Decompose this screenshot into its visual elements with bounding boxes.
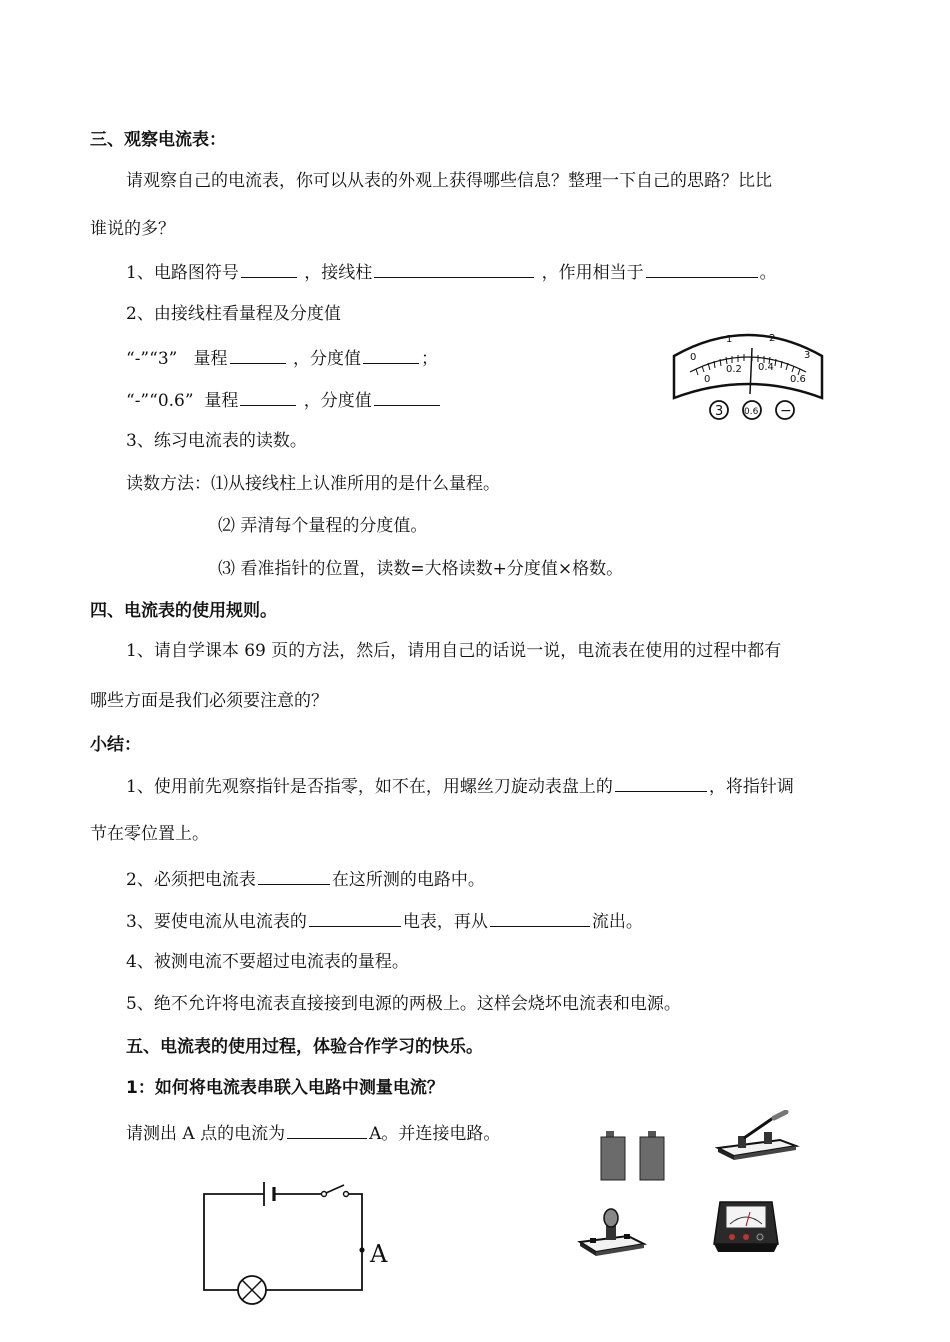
- upper-scale-2: 2: [769, 333, 776, 344]
- summary-item-1-cont: 节在零位置上。: [90, 824, 209, 844]
- reading-method-3: ⑶ 看准指针的位置，读数=大格读数+分度值×格数。: [218, 559, 624, 579]
- range-3-end: ；: [420, 349, 438, 369]
- upper-scale-1: 1: [726, 334, 733, 345]
- reading-method-1: 读数方法：⑴从接线柱上认准所用的是什么量程。: [126, 474, 500, 494]
- knife-switch-picture: [714, 1110, 800, 1162]
- blank-terminal[interactable]: [374, 259, 534, 278]
- ammeter-dial-figure: [666, 320, 830, 426]
- blank-division-3[interactable]: [363, 345, 419, 364]
- summary-heading: 小结：: [90, 735, 141, 755]
- summary-item-2: [126, 866, 485, 892]
- upper-scale-0: 0: [690, 352, 697, 363]
- blank-symbol[interactable]: [241, 259, 297, 278]
- battery-1-body: [601, 1137, 625, 1180]
- battery-pair-picture: [598, 1128, 670, 1182]
- summary-3-text-b: 电表，再从: [402, 912, 488, 932]
- ammeter-instrument-picture: [710, 1196, 782, 1254]
- range-3-label: “-”“3” 量程: [126, 349, 228, 369]
- blank-range-3[interactable]: [230, 345, 286, 364]
- switch-blade: [326, 1185, 344, 1193]
- terminal-3-label: 3: [715, 404, 724, 419]
- summary-2-text-b: 在这所测的电路中。: [331, 870, 485, 890]
- measure-task-text-b: A。并连接电路。: [369, 1124, 501, 1144]
- section4-para-line-1: 1、请自学课本 69 页的方法，然后，请用自己的话说一说，电流表在使用的过程中都有: [126, 641, 782, 661]
- summary-3-text-a: 3、要使电流从电流表的: [126, 912, 307, 932]
- section-heading-3: 三、观察电流表：: [90, 130, 226, 150]
- q1-label-symbol: 1、电路图符号: [126, 263, 239, 283]
- section-heading-5: 五、电流表的使用过程，体验合作学习的快乐。: [126, 1037, 483, 1057]
- summary-item-1: [126, 773, 794, 799]
- division-3-label: ，分度值: [292, 349, 361, 369]
- section5-subheading-1: 1：如何将电流表串联入电路中测量电流？: [126, 1078, 444, 1098]
- lamp-holder-picture: [576, 1198, 650, 1260]
- summary-2-text-a: 2、必须把电流表: [126, 870, 256, 890]
- summary-1-text-b: ，将指针调: [708, 777, 794, 797]
- range-06-line: [126, 387, 442, 413]
- summary-1-text-a: 1、使用前先观察指针是否指零，如不在，用螺丝刀旋动表盘上的: [126, 777, 613, 797]
- blank-zero-adjust[interactable]: [615, 773, 707, 792]
- blank-inflow[interactable]: [309, 908, 401, 927]
- measure-task-text-a: 请测出 A 点的电流为: [126, 1124, 286, 1144]
- summary-item-4: 4、被测电流不要超过电流表的量程。: [126, 952, 409, 972]
- intro-line-1: 请观察自己的电流表，你可以从表的外观上获得哪些信息？整理一下自己的思路？比比: [126, 171, 772, 191]
- division-06-label: ，分度值: [303, 391, 372, 411]
- section4-para-line-2: 哪些方面是我们必须要注意的？: [90, 691, 328, 711]
- measure-task: [126, 1120, 500, 1146]
- summary-item-5: 5、绝不允许将电流表直接接到电源的两极上。这样会烧坏电流表和电源。: [126, 994, 681, 1014]
- point-a-dot: [359, 1247, 364, 1252]
- battery-2-body: [640, 1137, 664, 1180]
- blank-range-06[interactable]: [240, 387, 296, 406]
- lower-scale-04: 0.4: [758, 362, 774, 373]
- lower-scale-06: 0.6: [790, 374, 806, 385]
- q1-end: 。: [759, 263, 777, 283]
- circuit-diagram: [196, 1176, 396, 1316]
- reading-method-2: ⑵ 弄清每个量程的分度值。: [218, 516, 428, 536]
- blank-connection[interactable]: [258, 866, 330, 885]
- question-3: 3、练习电流表的读数。: [126, 431, 307, 451]
- section-heading-4: 四、电流表的使用规则。: [90, 601, 277, 621]
- blank-outflow[interactable]: [490, 908, 590, 927]
- range-3-line: [126, 345, 438, 371]
- lower-scale-02: 0.2: [726, 364, 742, 375]
- blank-function[interactable]: [646, 259, 758, 278]
- blank-current-value[interactable]: [287, 1120, 367, 1139]
- point-a-label: A: [370, 1240, 388, 1268]
- terminal-negative-label: −: [780, 403, 792, 419]
- summary-item-3: [126, 908, 643, 934]
- intro-line-2: 谁说的多？: [90, 219, 175, 239]
- summary-3-text-c: 流出。: [591, 912, 643, 932]
- lower-scale-0: 0: [704, 374, 711, 385]
- q1-label-terminal: ，接线柱: [304, 263, 373, 283]
- q1-label-function: ，作用相当于: [541, 263, 644, 283]
- terminal-06-label: 0.6: [744, 407, 759, 417]
- question-2: 2、由接线柱看量程及分度值: [126, 304, 341, 324]
- range-06-label: “-”“0.6” 量程: [126, 391, 239, 411]
- question-1: [126, 259, 777, 285]
- blank-division-06[interactable]: [374, 387, 440, 406]
- switch-contact: [344, 1192, 349, 1197]
- upper-scale-3: 3: [804, 350, 811, 361]
